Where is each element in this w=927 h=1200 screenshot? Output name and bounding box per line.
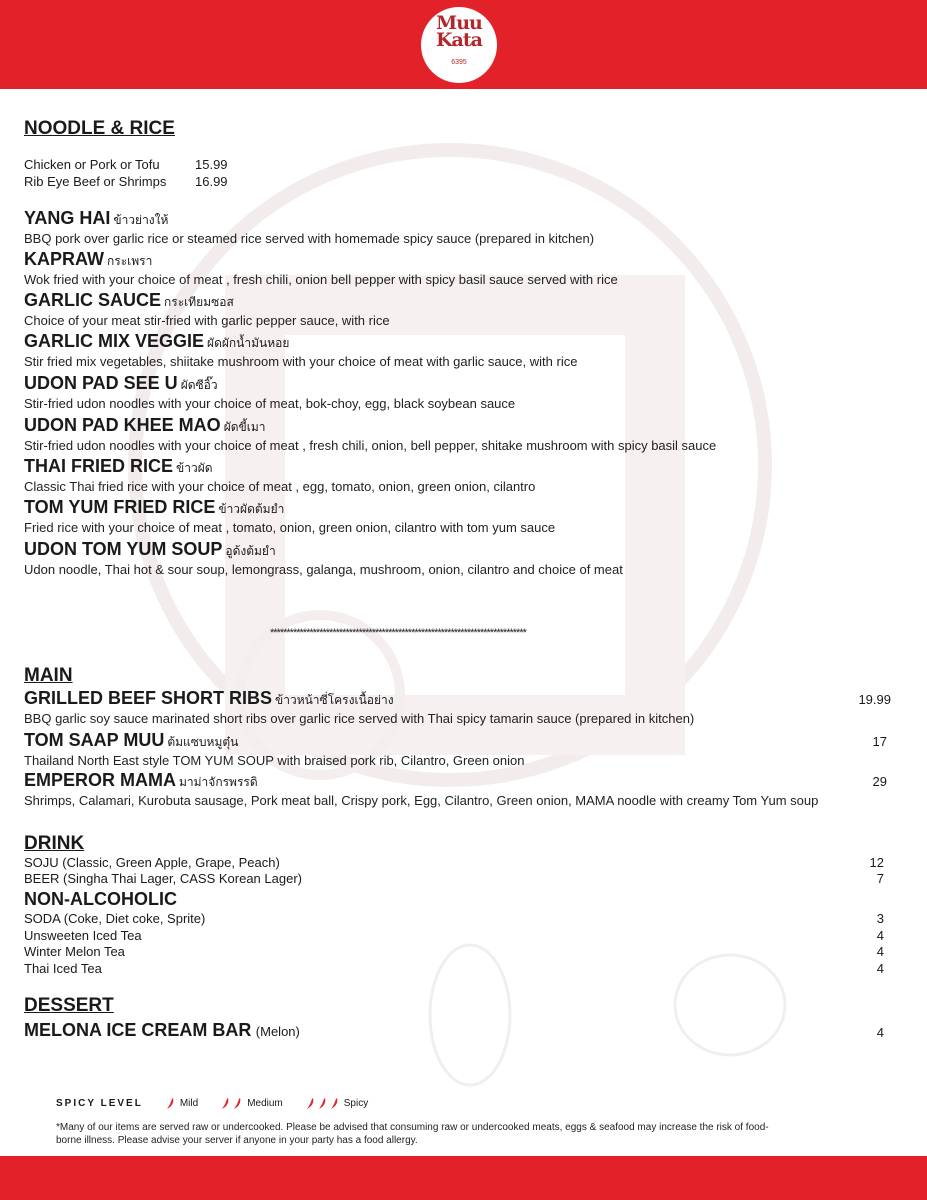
drink-price: 4 (876, 944, 884, 959)
item-thai-name: อูด้งต้มยำ (225, 544, 276, 558)
menu-item (24, 456, 891, 495)
spicy-mild-label: Mild (179, 1098, 199, 1109)
spicy-spicy-label: Spicy (343, 1098, 369, 1109)
spicy-medium-label: Medium (247, 1098, 283, 1109)
chili-icon (220, 1097, 231, 1110)
item-thai-name: กระเทียมซอส (164, 295, 234, 309)
item-name: UDON PAD KHEE MAO (24, 415, 221, 435)
drink-label: Thai Iced Tea (24, 961, 102, 976)
drink-price: 4 (876, 928, 884, 943)
drink-row (24, 928, 884, 944)
item-name: EMPEROR MAMA (24, 770, 176, 790)
drink-price: 7 (876, 871, 884, 886)
item-name: UDON PAD SEE U (24, 373, 178, 393)
item-description: Fried rice with your choice of meat , tomato, onion, green onion, cilantro with tom yum sauce (24, 520, 556, 535)
item-description: Stir-fried udon noodles with your choice of meat , fresh chili, onion, bell pepper, shitake mushroom with spicy basil sauce (24, 438, 717, 453)
chili-icon (317, 1097, 328, 1110)
item-name: TOM SAAP MUU (24, 730, 165, 750)
menu-item (24, 770, 887, 809)
item-name: GRILLED BEEF SHORT RIBS (24, 688, 273, 708)
drink-row (24, 944, 884, 960)
item-thai-name: ข้าวหน้าซี่โครงเนื้อย่าง (275, 693, 394, 707)
dessert-note: (Melon) (255, 1024, 300, 1039)
item-price: 29 (872, 774, 887, 789)
item-name: TOM YUM FRIED RICE (24, 497, 216, 517)
item-description: BBQ garlic soy sauce marinated short ribs over garlic rice served with Thai spicy tamarin sauce (prepared in kitchen) (24, 711, 695, 726)
drink-row (24, 871, 884, 887)
chili-icon (329, 1097, 340, 1110)
item-description: Choice of your meat stir-fried with garlic pepper sauce, with rice (24, 313, 390, 328)
item-description: Classic Thai fried rice with your choice of meat , egg, tomato, onion, green onion, cilantro (24, 479, 536, 494)
base-price-value: 15.99 (195, 157, 228, 172)
subheading-non-alcoholic: NON-ALCOHOLIC (24, 889, 177, 909)
item-description: Udon noodle, Thai hot & sour soup, lemongrass, galanga, mushroom, onion, cilantro and choice of meat (24, 562, 623, 577)
item-description: BBQ pork over garlic rice or steamed rice served with homemade spicy sauce (prepared in kitchen) (24, 231, 595, 246)
dessert-name: MELONA ICE CREAM BAR (24, 1020, 252, 1040)
item-name: THAI FRIED RICE (24, 456, 174, 476)
base-price-label: Chicken or Pork or Tofu (24, 157, 160, 172)
item-thai-name: ข้าวผัด (176, 461, 213, 475)
menu-item (24, 539, 891, 578)
item-price: 17 (872, 734, 887, 749)
footer-bar (0, 1156, 927, 1200)
drink-label: SODA (Coke, Diet coke, Sprite) (24, 911, 206, 926)
item-thai-name: มาม่าจักรพรรดิ (179, 775, 258, 789)
logo-line-1: Muu (436, 12, 482, 34)
section-heading-drink: DRINK (24, 833, 85, 854)
drink-price: 12 (869, 855, 884, 870)
spicy-level-legend (56, 1097, 390, 1110)
restaurant-logo (421, 7, 497, 83)
item-name: GARLIC MIX VEGGIE (24, 331, 205, 351)
item-name: GARLIC SAUCE (24, 290, 162, 310)
section-heading-noodle-rice: NOODLE & RICE (24, 118, 175, 139)
drink-price: 4 (876, 961, 884, 976)
dessert-price: 4 (876, 1025, 884, 1040)
base-price-label: Rib Eye Beef or Shrimps (24, 174, 167, 189)
menu-item (24, 331, 891, 370)
menu-item (24, 373, 891, 412)
section-separator: ****************************************************************************** (270, 627, 526, 639)
item-name: YANG HAI (24, 208, 111, 228)
item-thai-name: ข้าวย่างให้ (113, 213, 169, 227)
drink-row (24, 961, 884, 977)
base-price-value: 16.99 (195, 174, 228, 189)
item-description: Shrimps, Calamari, Kurobuta sausage, Pork meat ball, Crispy pork, Egg, Cilantro, Green onion, MAMA noodle with creamy Tom Yum soup (24, 793, 819, 808)
item-price: 19.99 (858, 692, 891, 707)
base-price-row (24, 157, 228, 172)
logo-line-2: Kata (436, 29, 482, 51)
chili-icon (232, 1097, 243, 1110)
drink-price: 3 (876, 911, 884, 926)
section-heading-main: MAIN (24, 665, 73, 686)
item-description: Thailand North East style TOM YUM SOUP with braised pork rib, Cilantro, Green onion (24, 753, 525, 768)
item-thai-name: ผัดผักน้ำมันหอย (207, 336, 290, 350)
drink-row (24, 911, 884, 927)
base-price-row (24, 174, 228, 189)
dessert-item (24, 1020, 884, 1041)
menu-item (24, 688, 891, 727)
chili-icon (165, 1097, 176, 1110)
food-safety-disclaimer: *Many of our items are served raw or undercooked. Please be advised that consuming raw or undercooked meats, eggs & seafood may increase the risk of food-borne illness. Please advise your server if anyone in your party has a food allergy. (56, 1122, 769, 1146)
menu-item (24, 290, 891, 329)
item-description: Stir-fried udon noodles with your choice of meat, bok-choy, egg, black soybean sauce (24, 396, 516, 411)
item-thai-name: ต้มแซบหมูตุ๋น (167, 735, 239, 749)
item-thai-name: กระเพรา (107, 254, 153, 268)
menu-item (24, 415, 891, 454)
item-name: UDON TOM YUM SOUP (24, 539, 223, 559)
item-name: KAPRAW (24, 249, 104, 269)
item-thai-name: ข้าวผัดต้มยำ (218, 502, 285, 516)
menu-item (24, 208, 891, 247)
chili-icon (305, 1097, 316, 1110)
menu-item (24, 249, 891, 288)
menu-item (24, 730, 887, 769)
item-description: Stir fried mix vegetables, shiitake mushroom with your choice of meat with garlic sauce, with rice (24, 354, 578, 369)
spicy-level-title: SPICY LEVEL (56, 1098, 143, 1109)
item-thai-name: ผัดซีอิ๊ว (180, 378, 218, 392)
drink-row (24, 855, 884, 871)
section-heading-dessert: DESSERT (24, 995, 114, 1016)
drink-label: BEER (Singha Thai Lager, CASS Korean Lager) (24, 871, 302, 886)
drink-label: Winter Melon Tea (24, 944, 125, 959)
item-thai-name: ผัดขี้เมา (223, 420, 266, 434)
drink-label: SOJU (Classic, Green Apple, Grape, Peach) (24, 855, 280, 870)
drink-label: Unsweeten Iced Tea (24, 928, 142, 943)
menu-item (24, 497, 891, 536)
item-description: Wok fried with your choice of meat , fresh chili, onion bell pepper with spicy basil sauce served with rice (24, 272, 618, 287)
logo-sub: 6395 (451, 59, 467, 66)
